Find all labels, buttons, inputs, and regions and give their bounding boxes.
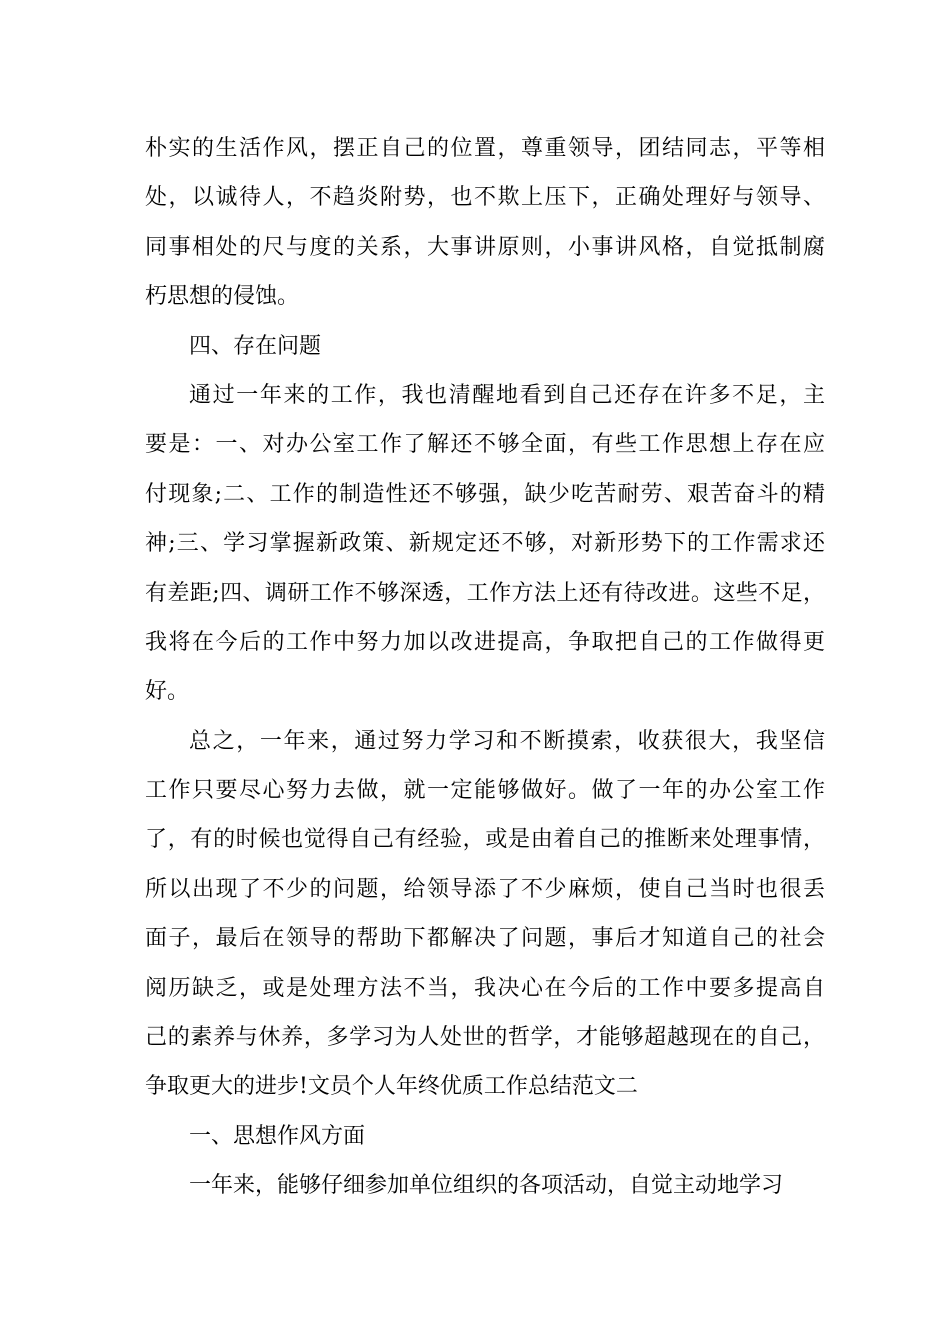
document-body xyxy=(145,124,825,1211)
body-line: 处，以诚待人，不趋炎附势，也不欺上压下，正确处理好与领导、 xyxy=(145,185,825,211)
body-line: 朽思想的侵蚀。 xyxy=(145,284,300,310)
body-line: 己的素养与休养，多学习为人处世的哲学，才能够超越现在的自己， xyxy=(145,1025,825,1051)
body-line: 同事相处的尺与度的关系，大事讲原则，小事讲风格，自觉抵制腐 xyxy=(145,234,825,260)
body-line: 争取更大的进步!文员个人年终优质工作总结范文二 xyxy=(145,1074,638,1100)
body-line: 付现象;二、工作的制造性还不够强，缺少吃苦耐劳、艰苦奋斗的精 xyxy=(145,481,825,507)
body-line: 神;三、学习掌握新政策、新规定还不够，对新形势下的工作需求还 xyxy=(145,531,825,557)
section-heading: 一、思想作风方面 xyxy=(189,1123,366,1149)
body-line: 有差距;四、调研工作不够深透，工作方法上还有待改进。这些不足， xyxy=(145,580,825,606)
body-line: 面子，最后在领导的帮助下都解决了问题，事后才知道自己的社会 xyxy=(145,926,825,952)
body-line: 工作只要尽心努力去做，就一定能够做好。做了一年的办公室工作 xyxy=(145,778,825,804)
paragraph-first-line: 一年来，能够仔细参加单位组织的各项活动，自觉主动地学习 xyxy=(189,1173,784,1199)
body-line: 了，有的时候也觉得自己有经验，或是由着自己的推断来处理事情， xyxy=(145,827,825,853)
section-heading: 四、存在问题 xyxy=(189,333,322,359)
paragraph-first-line: 通过一年来的工作，我也清醒地看到自己还存在许多不足，主 xyxy=(189,382,825,408)
body-line: 所以出现了不少的问题，给领导添了不少麻烦，使自己当时也很丢 xyxy=(145,876,825,902)
body-line: 阅历缺乏，或是处理方法不当，我决心在今后的工作中要多提高自 xyxy=(145,975,825,1001)
body-line: 我将在今后的工作中努力加以改进提高，争取把自己的工作做得更 xyxy=(145,629,825,655)
body-line: 朴实的生活作风，摆正自己的位置，尊重领导，团结同志，平等相 xyxy=(145,136,825,161)
body-line: 好。 xyxy=(145,679,190,705)
body-line: 要是：一、对办公室工作了解还不够全面，有些工作思想上存在应 xyxy=(145,432,825,458)
paragraph-first-line: 总之，一年来，通过努力学习和不断摸索，收获很大，我坚信 xyxy=(189,728,825,754)
